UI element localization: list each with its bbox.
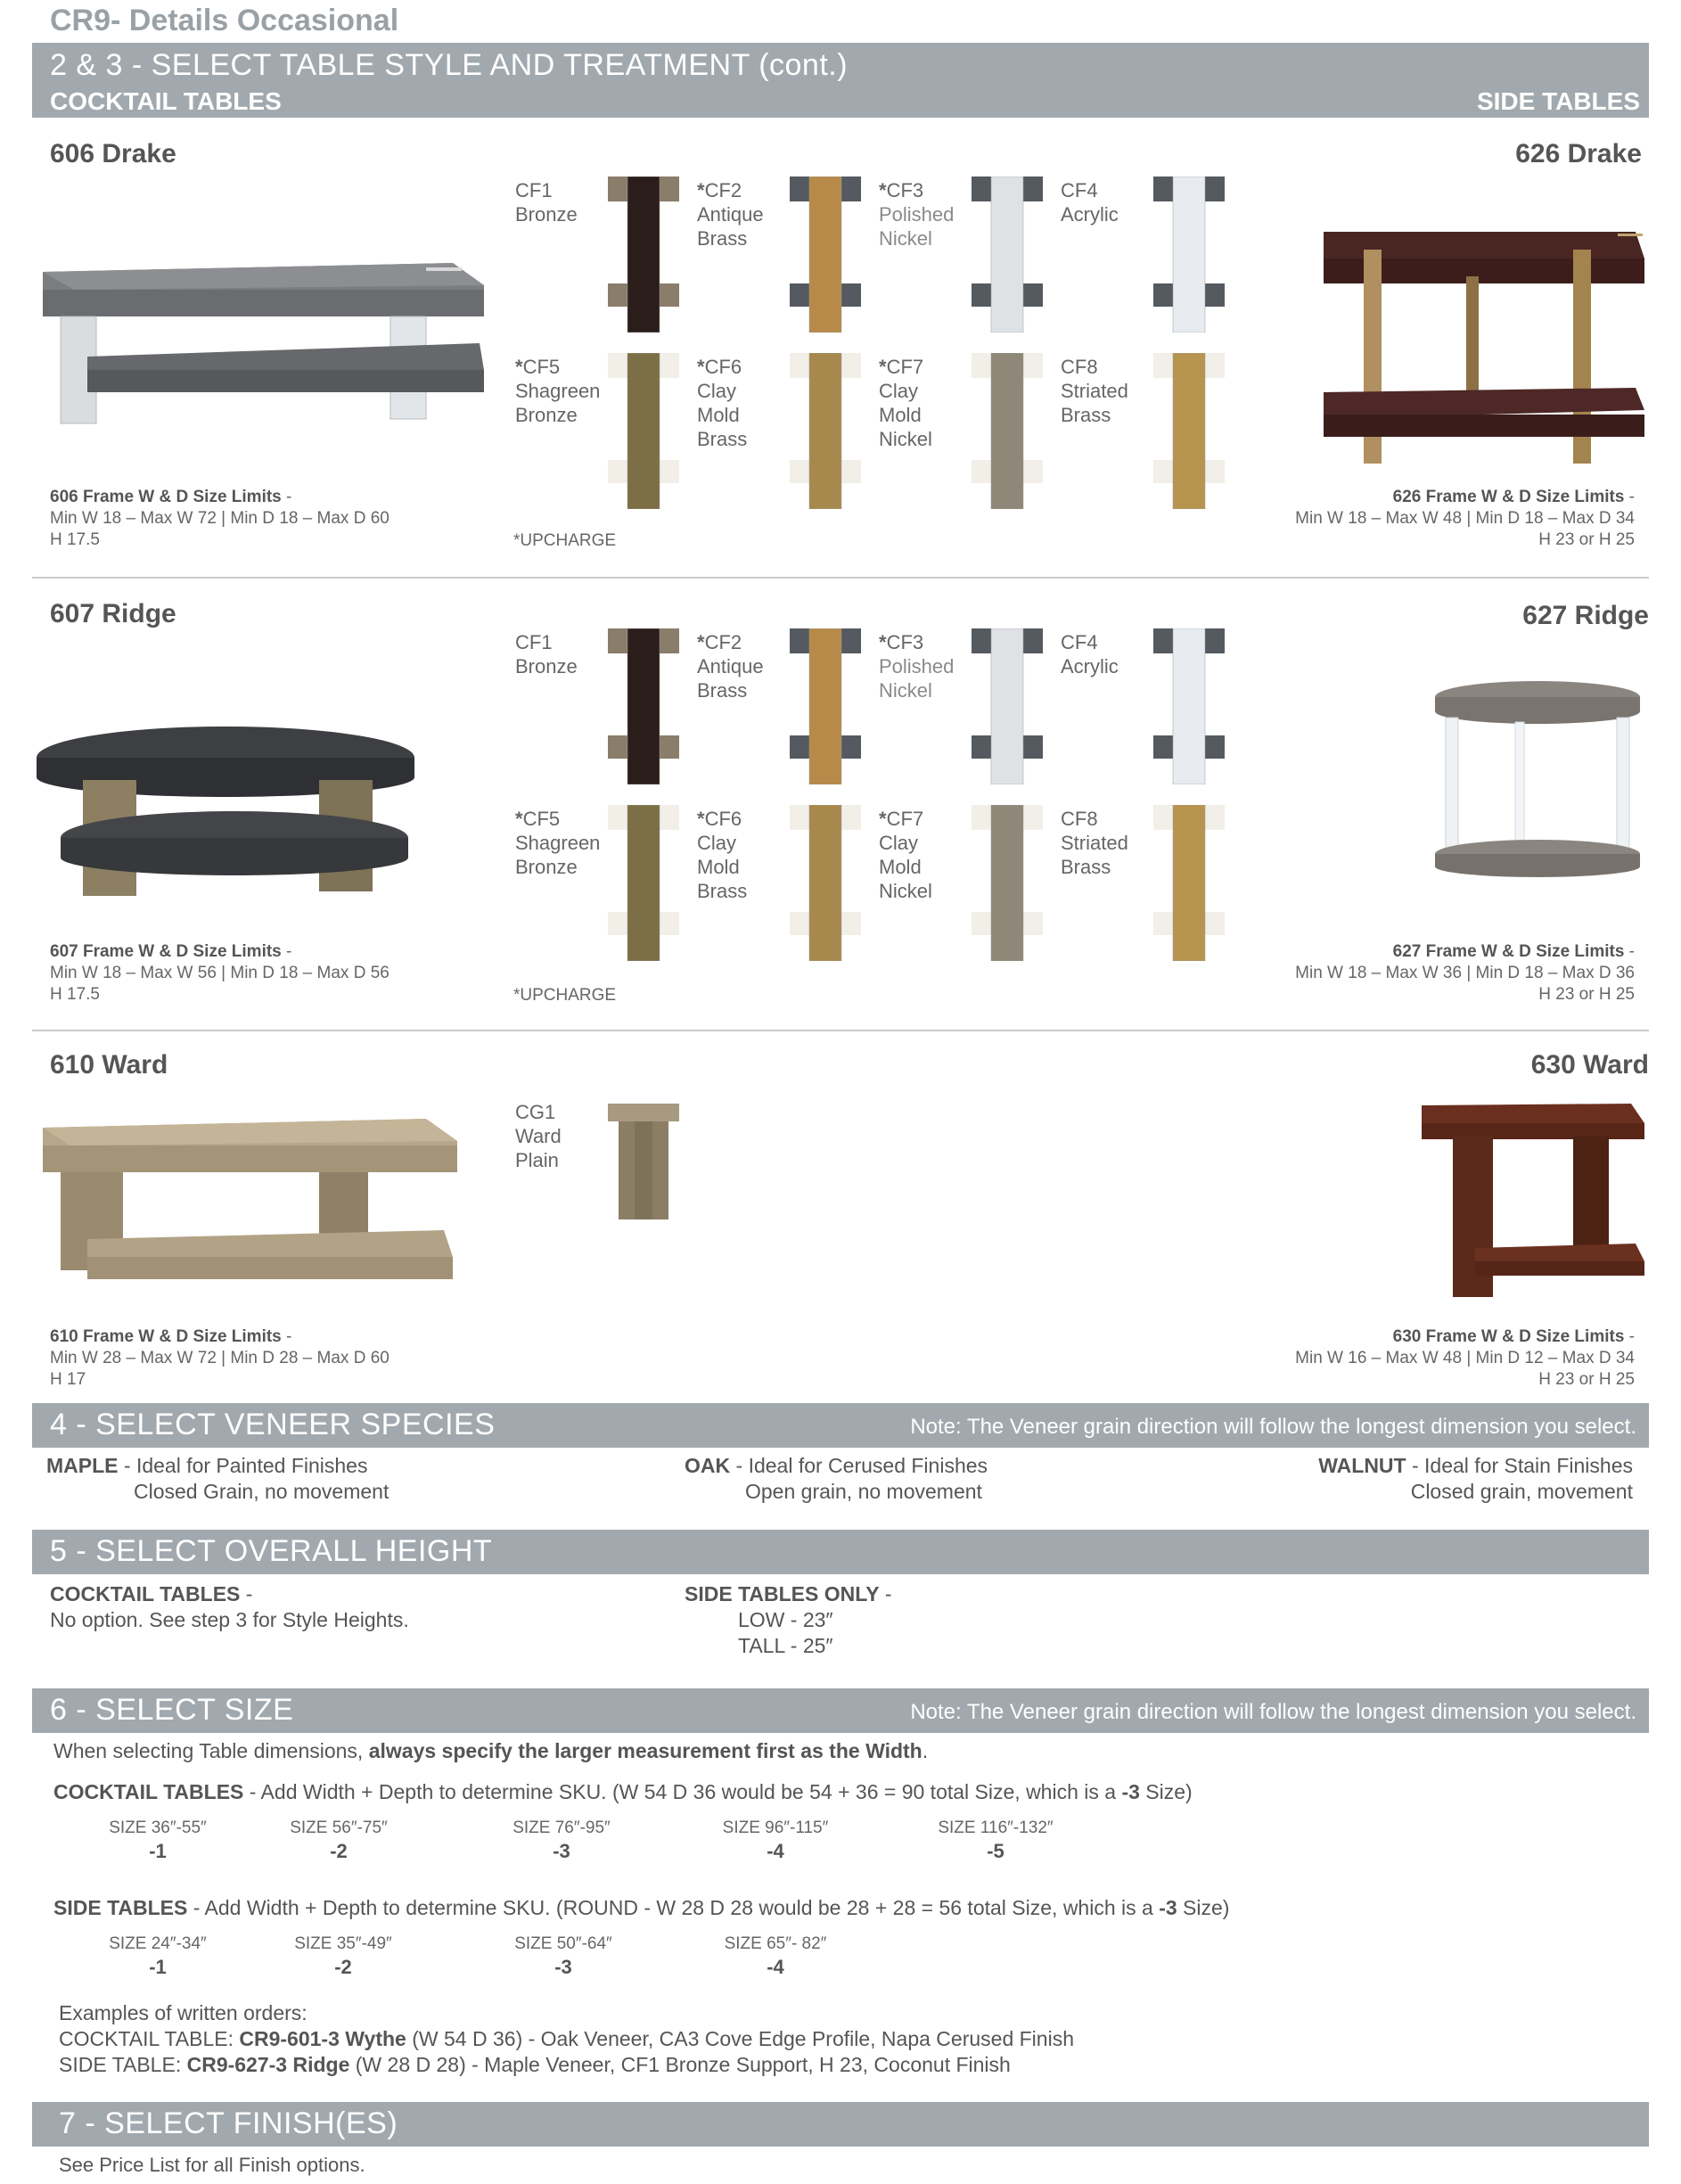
swatch-cf5[interactable] <box>608 353 679 509</box>
swatch-label-cf1 <box>515 178 613 226</box>
upcharge-note-row2: *UPCHARGE <box>513 986 617 1005</box>
size-cocktail-rule <box>53 1779 1193 1805</box>
product-name-630-ward: 630 Ward <box>1530 1050 1649 1080</box>
size-tier <box>100 1819 216 1863</box>
drake-cocktail-table-image <box>34 245 488 432</box>
size-tier <box>285 1934 401 1979</box>
size-tier-range: SIZE 50″-64″ <box>514 1934 612 1953</box>
swatch-cf3[interactable] <box>972 628 1043 784</box>
order-example-side-label: SIDE TABLE: <box>59 2053 187 2076</box>
section-2-3-header <box>32 43 1649 118</box>
607-size-limits: 607 Frame W & D Size Limits - Min W 18 – Max W 56 | Min D 18 – Max D 56 H 17.5 <box>50 942 390 1004</box>
swatch-code-cf1: CF1 <box>515 179 553 201</box>
swatch-cf7[interactable] <box>972 805 1043 961</box>
606-size-limits-wd: Min W 18 – Max W 72 | Min D 18 – Max D 60 <box>50 509 390 528</box>
swatch-code-cf5: CF5 <box>522 808 561 830</box>
upcharge-star: * <box>697 179 705 201</box>
order-example-side-sku: CR9-627-3 Ridge <box>186 2053 350 2076</box>
size-intro-emphasis: always specify the larger measurement first as the Width <box>368 1739 922 1762</box>
size-tier-range: SIZE 35″-49″ <box>294 1934 392 1953</box>
swatch-label-cf4 <box>1061 178 1159 226</box>
swatch-label-cg1 <box>515 1100 613 1172</box>
ridge-cocktail-table-image <box>34 722 426 909</box>
size-intro <box>53 1738 928 1764</box>
veneer-walnut-grain: Closed grain, movement <box>1410 1480 1633 1503</box>
ward-side-table-image <box>1413 1096 1653 1315</box>
size-tier-code: -5 <box>987 1840 1004 1862</box>
size-tier-code: -1 <box>149 1956 167 1978</box>
swatch-cf6[interactable] <box>790 353 861 509</box>
size-side-rule <box>53 1895 1229 1921</box>
626-size-limits: 626 Frame W & D Size Limits - Min W 18 – Max W 48 | Min D 18 – Max D 34 H 23 or H 25 <box>1295 488 1635 549</box>
swatch-cf7[interactable] <box>972 353 1043 509</box>
size-tier-code: -1 <box>149 1840 167 1862</box>
size-tier-code: -3 <box>554 1956 572 1978</box>
size-tier <box>938 1819 1054 1863</box>
size-tier-code: -3 <box>553 1840 570 1862</box>
size-tier <box>505 1934 621 1979</box>
swatch-label-cf5 <box>515 807 613 879</box>
606-size-limits: 606 Frame W & D Size Limits - Min W 18 – Max W 72 | Min D 18 – Max D 60 H 17.5 <box>50 488 390 549</box>
height-cocktail-heading: COCKTAIL TABLES <box>50 1582 241 1605</box>
size-side-text-end: Size) <box>1177 1896 1230 1919</box>
veneer-maple-grain: Closed Grain, no movement <box>134 1480 390 1503</box>
height-side: SIDE TABLES ONLY - LOW - 23″ TALL - 25″ <box>685 1582 892 1657</box>
626-size-limits-height: H 23 or H 25 <box>1538 530 1635 549</box>
swatch-label-cf7 <box>879 807 977 903</box>
size-tier <box>100 1934 216 1979</box>
order-example-cocktail-detail: (W 54 D 36) - Oak Veneer, CA3 Cove Edge Profile, Napa Cerused Finish <box>406 2027 1074 2050</box>
ridge-side-table-image <box>1426 677 1649 887</box>
swatch-label-cf6 <box>697 807 795 903</box>
veneer-oak-use: - Ideal for Cerused Finishes <box>730 1454 988 1477</box>
section-4-header <box>32 1403 1649 1448</box>
swatch-code-cf4: CF4 <box>1061 631 1098 653</box>
size-side-text: - Add Width + Depth to determine SKU. (ROUND - W 28 D 28 would be 28 + 28 = 56 total Size, which is a <box>187 1896 1160 1919</box>
swatch-code-cf6: CF6 <box>704 356 742 378</box>
606-size-limits-height: H 17.5 <box>50 530 100 549</box>
upcharge-star: * <box>697 356 705 378</box>
swatch-label-cf8 <box>1061 807 1159 879</box>
swatch-label-cf2 <box>697 630 795 702</box>
veneer-maple <box>46 1453 389 1505</box>
swatch-label-cf6 <box>697 355 795 451</box>
size-tier-code: -2 <box>334 1956 352 1978</box>
size-tier-range: SIZE 76″-95″ <box>512 1819 611 1837</box>
swatch-code-cf7: CF7 <box>886 356 924 378</box>
627-size-limits-heading: 627 Frame W & D Size Limits <box>1392 942 1625 961</box>
order-example-cocktail <box>59 2026 1074 2052</box>
size-tier-range: SIZE 116″-132″ <box>938 1819 1054 1837</box>
size-tier-range: SIZE 96″-115″ <box>722 1819 829 1837</box>
swatch-label-cf5 <box>515 355 613 427</box>
swatch-code-cf7: CF7 <box>886 808 924 830</box>
swatch-cf8[interactable] <box>1153 805 1225 961</box>
610-size-limits-height: H 17 <box>50 1370 86 1389</box>
swatch-code-cf2: CF2 <box>704 179 742 201</box>
swatch-code-cf3: CF3 <box>886 179 924 201</box>
order-examples <box>59 2000 1074 2078</box>
size-tier-code: -4 <box>767 1840 784 1862</box>
swatch-cf2[interactable] <box>790 177 861 333</box>
order-example-side-detail: (W 28 D 28) - Maple Veneer, CF1 Bronze Support, H 23, Coconut Finish <box>349 2053 1011 2076</box>
swatch-code-cf4: CF4 <box>1061 179 1098 201</box>
upcharge-star: * <box>697 631 705 653</box>
order-example-cocktail-label: COCKTAIL TABLE: <box>59 2027 240 2050</box>
swatch-label-cf2 <box>697 178 795 250</box>
swatch-cf5[interactable] <box>608 805 679 961</box>
swatch-label-cf7 <box>879 355 977 451</box>
size-cocktail-heading: COCKTAIL TABLES <box>53 1780 244 1803</box>
section-2-3-title: 2 & 3 - SELECT TABLE STYLE AND TREATMENT (cont.) <box>50 48 849 82</box>
size-tier <box>281 1819 397 1863</box>
upcharge-star: * <box>515 808 523 830</box>
swatch-name-cf7: Clay Mold Nickel <box>879 380 932 450</box>
section-7-header <box>32 2102 1649 2147</box>
swatch-cf6[interactable] <box>790 805 861 961</box>
order-example-side <box>59 2052 1074 2078</box>
product-name-627-ridge: 627 Ridge <box>1522 601 1649 630</box>
height-side-tall: TALL - 25″ <box>738 1634 833 1657</box>
swatch-label-cf1 <box>515 630 613 678</box>
size-tier <box>718 1934 833 1979</box>
610-size-limits: 610 Frame W & D Size Limits - Min W 28 – Max W 72 | Min D 28 – Max D 60 H 17 <box>50 1327 390 1389</box>
side-tables-heading: SIDE TABLES <box>1476 87 1640 115</box>
drake-side-table-image <box>1315 214 1653 481</box>
ward-cocktail-table-image <box>34 1105 462 1297</box>
size-tier-code: -2 <box>330 1840 348 1862</box>
product-name-610-ward: 610 Ward <box>50 1050 168 1080</box>
630-size-limits: 630 Frame W & D Size Limits - Min W 16 – Max W 48 | Min D 12 – Max D 34 H 23 or H 25 <box>1295 1327 1635 1389</box>
section-5-header <box>32 1530 1649 1574</box>
section-6-title: 6 - SELECT SIZE <box>50 1693 294 1727</box>
size-tier-range: SIZE 36″-55″ <box>109 1819 207 1837</box>
size-intro-text: When selecting Table dimensions, <box>53 1739 369 1762</box>
630-size-limits-wd: Min W 16 – Max W 48 | Min D 12 – Max D 34 <box>1295 1349 1635 1367</box>
section-7-title: 7 - SELECT FINISH(ES) <box>59 2106 398 2140</box>
size-cocktail-text-end: Size) <box>1139 1780 1193 1803</box>
order-example-cocktail-sku: CR9-601-3 Wythe <box>239 2027 406 2050</box>
row-divider-2 <box>32 1030 1649 1031</box>
size-cocktail-text: - Add Width + Depth to determine SKU. (W 54 D 36 would be 54 + 36 = 90 total Size, which is a <box>243 1780 1122 1803</box>
section-6-note: Note: The Veneer grain direction will follow the longest dimension you select. <box>910 1700 1636 1724</box>
swatch-code-cf1: CF1 <box>515 631 553 653</box>
swatch-name-cf2: Antique Brass <box>697 655 764 702</box>
606-size-limits-heading: 606 Frame W & D Size Limits <box>50 488 282 506</box>
height-side-low: LOW - 23″ <box>738 1608 833 1631</box>
swatch-label-cf4 <box>1061 630 1159 678</box>
swatch-cf1[interactable] <box>608 177 679 333</box>
height-side-heading: SIDE TABLES ONLY <box>685 1582 880 1605</box>
upcharge-star: * <box>879 356 887 378</box>
630-size-limits-height: H 23 or H 25 <box>1538 1370 1635 1389</box>
swatch-code-cf8: CF8 <box>1061 356 1098 378</box>
swatch-code-cf6: CF6 <box>704 808 742 830</box>
swatch-cf4[interactable] <box>1153 177 1225 333</box>
607-size-limits-wd: Min W 18 – Max W 56 | Min D 18 – Max D 56 <box>50 964 390 982</box>
swatch-code-cf8: CF8 <box>1061 808 1098 830</box>
swatch-cf2[interactable] <box>790 628 861 784</box>
upcharge-star: * <box>879 179 887 201</box>
swatch-cf8[interactable] <box>1153 353 1225 509</box>
veneer-walnut <box>1318 1453 1633 1505</box>
swatch-label-cf3 <box>879 178 977 250</box>
product-name-606-drake: 606 Drake <box>50 139 176 168</box>
swatch-name-cf4: Acrylic <box>1061 203 1119 226</box>
size-tier-range: SIZE 56″-75″ <box>290 1819 388 1837</box>
size-tier-range: SIZE 24″-34″ <box>109 1934 207 1953</box>
section-6-header <box>32 1688 1649 1733</box>
610-size-limits-heading: 610 Frame W & D Size Limits <box>50 1327 282 1346</box>
veneer-oak-name: OAK <box>685 1454 731 1477</box>
veneer-walnut-use: - Ideal for Stain Finishes <box>1406 1454 1633 1477</box>
order-examples-heading: Examples of written orders: <box>59 2001 308 2024</box>
upcharge-star: * <box>879 808 887 830</box>
section-4-title: 4 - SELECT VENEER SPECIES <box>50 1408 496 1441</box>
size-tier <box>504 1819 619 1863</box>
document-title: CR9- Details Occasional <box>50 4 399 37</box>
size-side-heading: SIDE TABLES <box>53 1896 188 1919</box>
swatch-name-cf4: Acrylic <box>1061 655 1119 677</box>
swatch-name-cf1: Bronze <box>515 655 578 677</box>
finish-note: See Price List for all Finish options. <box>59 2154 365 2176</box>
swatch-label-cf3 <box>879 630 977 702</box>
veneer-oak-grain: Open grain, no movement <box>745 1480 982 1503</box>
swatch-cf3[interactable] <box>972 177 1043 333</box>
607-size-limits-height: H 17.5 <box>50 985 100 1004</box>
size-tier-range: SIZE 65″- 82″ <box>724 1934 827 1953</box>
size-cocktail-example-code: -3 <box>1121 1780 1140 1803</box>
size-intro-period: . <box>922 1739 929 1762</box>
swatch-name-cf8: Striated Brass <box>1061 380 1128 426</box>
627-size-limits-height: H 23 or H 25 <box>1538 985 1635 1004</box>
swatch-code-cg1: CG1 <box>515 1101 556 1123</box>
swatch-name-cf6: Clay Mold Brass <box>697 380 748 450</box>
product-name-626-drake: 626 Drake <box>1515 139 1642 168</box>
product-name-607-ridge: 607 Ridge <box>50 599 176 628</box>
size-tier <box>718 1819 833 1863</box>
size-tier-code: -4 <box>767 1956 784 1978</box>
swatch-name-cf6: Clay Mold Brass <box>697 832 748 902</box>
upcharge-star: * <box>697 808 705 830</box>
height-cocktail-text: No option. See step 3 for Style Heights. <box>50 1608 409 1631</box>
630-size-limits-heading: 630 Frame W & D Size Limits <box>1392 1327 1625 1346</box>
upcharge-star: * <box>879 631 887 653</box>
swatch-label-cf8 <box>1061 355 1159 427</box>
610-size-limits-wd: Min W 28 – Max W 72 | Min D 28 – Max D 60 <box>50 1349 390 1367</box>
swatch-code-cf2: CF2 <box>704 631 742 653</box>
626-size-limits-wd: Min W 18 – Max W 48 | Min D 18 – Max D 34 <box>1295 509 1635 528</box>
swatch-name-cf7: Clay Mold Nickel <box>879 832 932 902</box>
swatch-name-cf1: Bronze <box>515 203 578 226</box>
swatch-name-cf2: Antique Brass <box>697 203 764 250</box>
veneer-oak <box>685 1453 988 1505</box>
veneer-maple-name: MAPLE <box>46 1454 119 1477</box>
swatch-code-cf3: CF3 <box>886 631 924 653</box>
upcharge-note-row1: *UPCHARGE <box>513 531 617 550</box>
627-size-limits: 627 Frame W & D Size Limits - Min W 18 – Max W 36 | Min D 18 – Max D 36 H 23 or H 25 <box>1295 942 1635 1004</box>
swatch-name-cf5: Shagreen Bronze <box>515 832 601 878</box>
upcharge-star: * <box>515 356 523 378</box>
swatch-name-cf3: Polished Nickel <box>879 655 955 702</box>
swatch-ward-plain[interactable] <box>608 1104 679 1219</box>
size-side-example-code: -3 <box>1159 1896 1177 1919</box>
section-4-note: Note: The Veneer grain direction will follow the longest dimension you select. <box>910 1415 1636 1439</box>
swatch-name-cg1: Ward Plain <box>515 1125 562 1171</box>
607-size-limits-heading: 607 Frame W & D Size Limits <box>50 942 282 961</box>
swatch-name-cf5: Shagreen Bronze <box>515 380 601 426</box>
swatch-name-cf8: Striated Brass <box>1061 832 1128 878</box>
veneer-maple-use: - Ideal for Painted Finishes <box>118 1454 368 1477</box>
section-5-title: 5 - SELECT OVERALL HEIGHT <box>50 1534 493 1568</box>
row-divider-1 <box>32 577 1649 579</box>
swatch-cf4[interactable] <box>1153 628 1225 784</box>
swatch-cf1[interactable] <box>608 628 679 784</box>
height-cocktail: COCKTAIL TABLES - No option. See step 3 for Style Heights. <box>50 1582 409 1631</box>
swatch-name-cf3: Polished Nickel <box>879 203 955 250</box>
swatch-code-cf5: CF5 <box>522 356 561 378</box>
veneer-walnut-name: WALNUT <box>1318 1454 1406 1477</box>
627-size-limits-wd: Min W 18 – Max W 36 | Min D 18 – Max D 36 <box>1295 964 1635 982</box>
626-size-limits-heading: 626 Frame W & D Size Limits <box>1392 488 1625 506</box>
cocktail-tables-heading: COCKTAIL TABLES <box>50 87 282 115</box>
